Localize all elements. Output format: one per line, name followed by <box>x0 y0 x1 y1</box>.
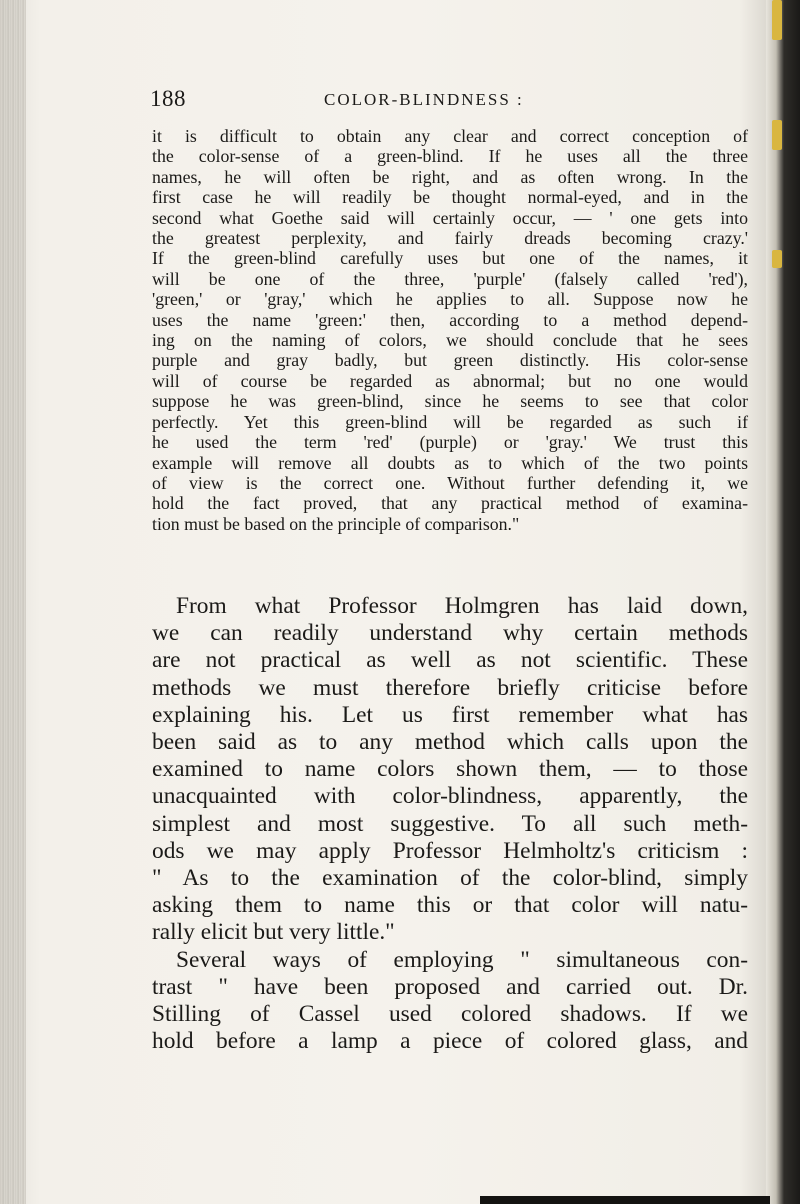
text-line: perfectly. Yet this green-blind will be regarded as such if <box>152 411 748 432</box>
text-line: of view is the correct one. Without further defending it, we <box>152 472 748 493</box>
text-line: hold the fact proved, that any practical method of examina- <box>152 493 748 514</box>
edge-tab <box>772 120 782 150</box>
text-line: explaining his. Let us first remember what has <box>152 701 748 728</box>
text-line: will be one of the three, 'purple' (falsely called 'red'), <box>152 268 748 289</box>
text-line: are not practical as well as not scientific. These <box>152 647 748 674</box>
page-number: 188 <box>150 86 186 111</box>
text-line: first case he will readily be thought normal-eyed, and in the <box>152 187 748 208</box>
text-line: Several ways of employing " simultaneous con- <box>176 946 748 973</box>
text-line: example will remove all doubts as to which of the two points <box>152 452 748 473</box>
text-line: simplest and most suggestive. To all such meth- <box>152 810 748 837</box>
text-line: ods we may apply Professor Helmholtz's criticism : <box>152 837 748 864</box>
text-line: the color-sense of a green-blind. If he uses all the three <box>152 146 748 167</box>
text-line: will of course be regarded as abnormal; but no one would <box>152 370 748 391</box>
edge-tab <box>772 250 782 268</box>
page-edge <box>766 0 800 1204</box>
text-line: ing on the naming of colors, we should conclude that he sees <box>152 330 748 351</box>
text-line: suppose he was green-blind, since he seems to see that color <box>152 391 748 412</box>
text-line: unacquainted with color-blindness, apparently, the <box>152 783 748 810</box>
text-line: the greatest perplexity, and fairly dreads becoming crazy.' <box>152 228 748 249</box>
text-line: From what Professor Holmgren has laid down, <box>176 593 748 619</box>
text-line: second what Goethe said will certainly occur, — ' one gets into <box>152 207 748 228</box>
text-line: If the green-blind carefully uses but one of the names, it <box>152 248 748 269</box>
text-line: uses the name 'green:' then, according to a method depend- <box>152 309 748 330</box>
text-line: he used the term 'red' (purple) or 'gray.' We trust this <box>152 432 748 453</box>
page-header <box>150 86 750 116</box>
text-line: purple and gray badly, but green distinctly. His color-sense <box>152 350 748 371</box>
text-line: tion must be based on the principle of comparison." <box>152 513 520 534</box>
text-line: we can readily understand why certain methods <box>152 620 748 647</box>
text-line: rally elicit but very little." <box>152 919 395 946</box>
text-line: names, he will often be right, and as often wrong. In the <box>152 166 748 187</box>
text-line: trast " have been proposed and carried out. Dr. <box>152 973 748 1000</box>
text-line: 'green,' or 'gray,' which he applies to all. Suppose now he <box>152 289 748 310</box>
text-line: asking them to name this or that color will natu- <box>152 892 748 919</box>
text-line: it is difficult to obtain any clear and correct conception of <box>152 126 748 146</box>
running-head: COLOR-BLINDNESS : <box>324 90 524 109</box>
text-line: Stilling of Cassel used colored shadows. If we <box>152 1001 748 1028</box>
text-line: " As to the examination of the color-blind, simply <box>152 865 748 892</box>
edge-tab <box>772 0 782 40</box>
text-line: methods we must therefore briefly criticise before <box>152 674 748 701</box>
paragraph-holmgren <box>152 593 748 947</box>
text-line: hold before a lamp a piece of colored glass, and <box>152 1028 748 1055</box>
continued-paragraph <box>152 126 748 534</box>
paragraph-contrast <box>152 947 748 1056</box>
text-line: been said as to any method which calls upon the <box>152 729 748 756</box>
bottom-shadow <box>480 1196 770 1204</box>
main-text <box>152 593 748 1055</box>
text-line: examined to name colors shown them, — to those <box>152 756 748 783</box>
binding-gutter <box>0 0 26 1204</box>
